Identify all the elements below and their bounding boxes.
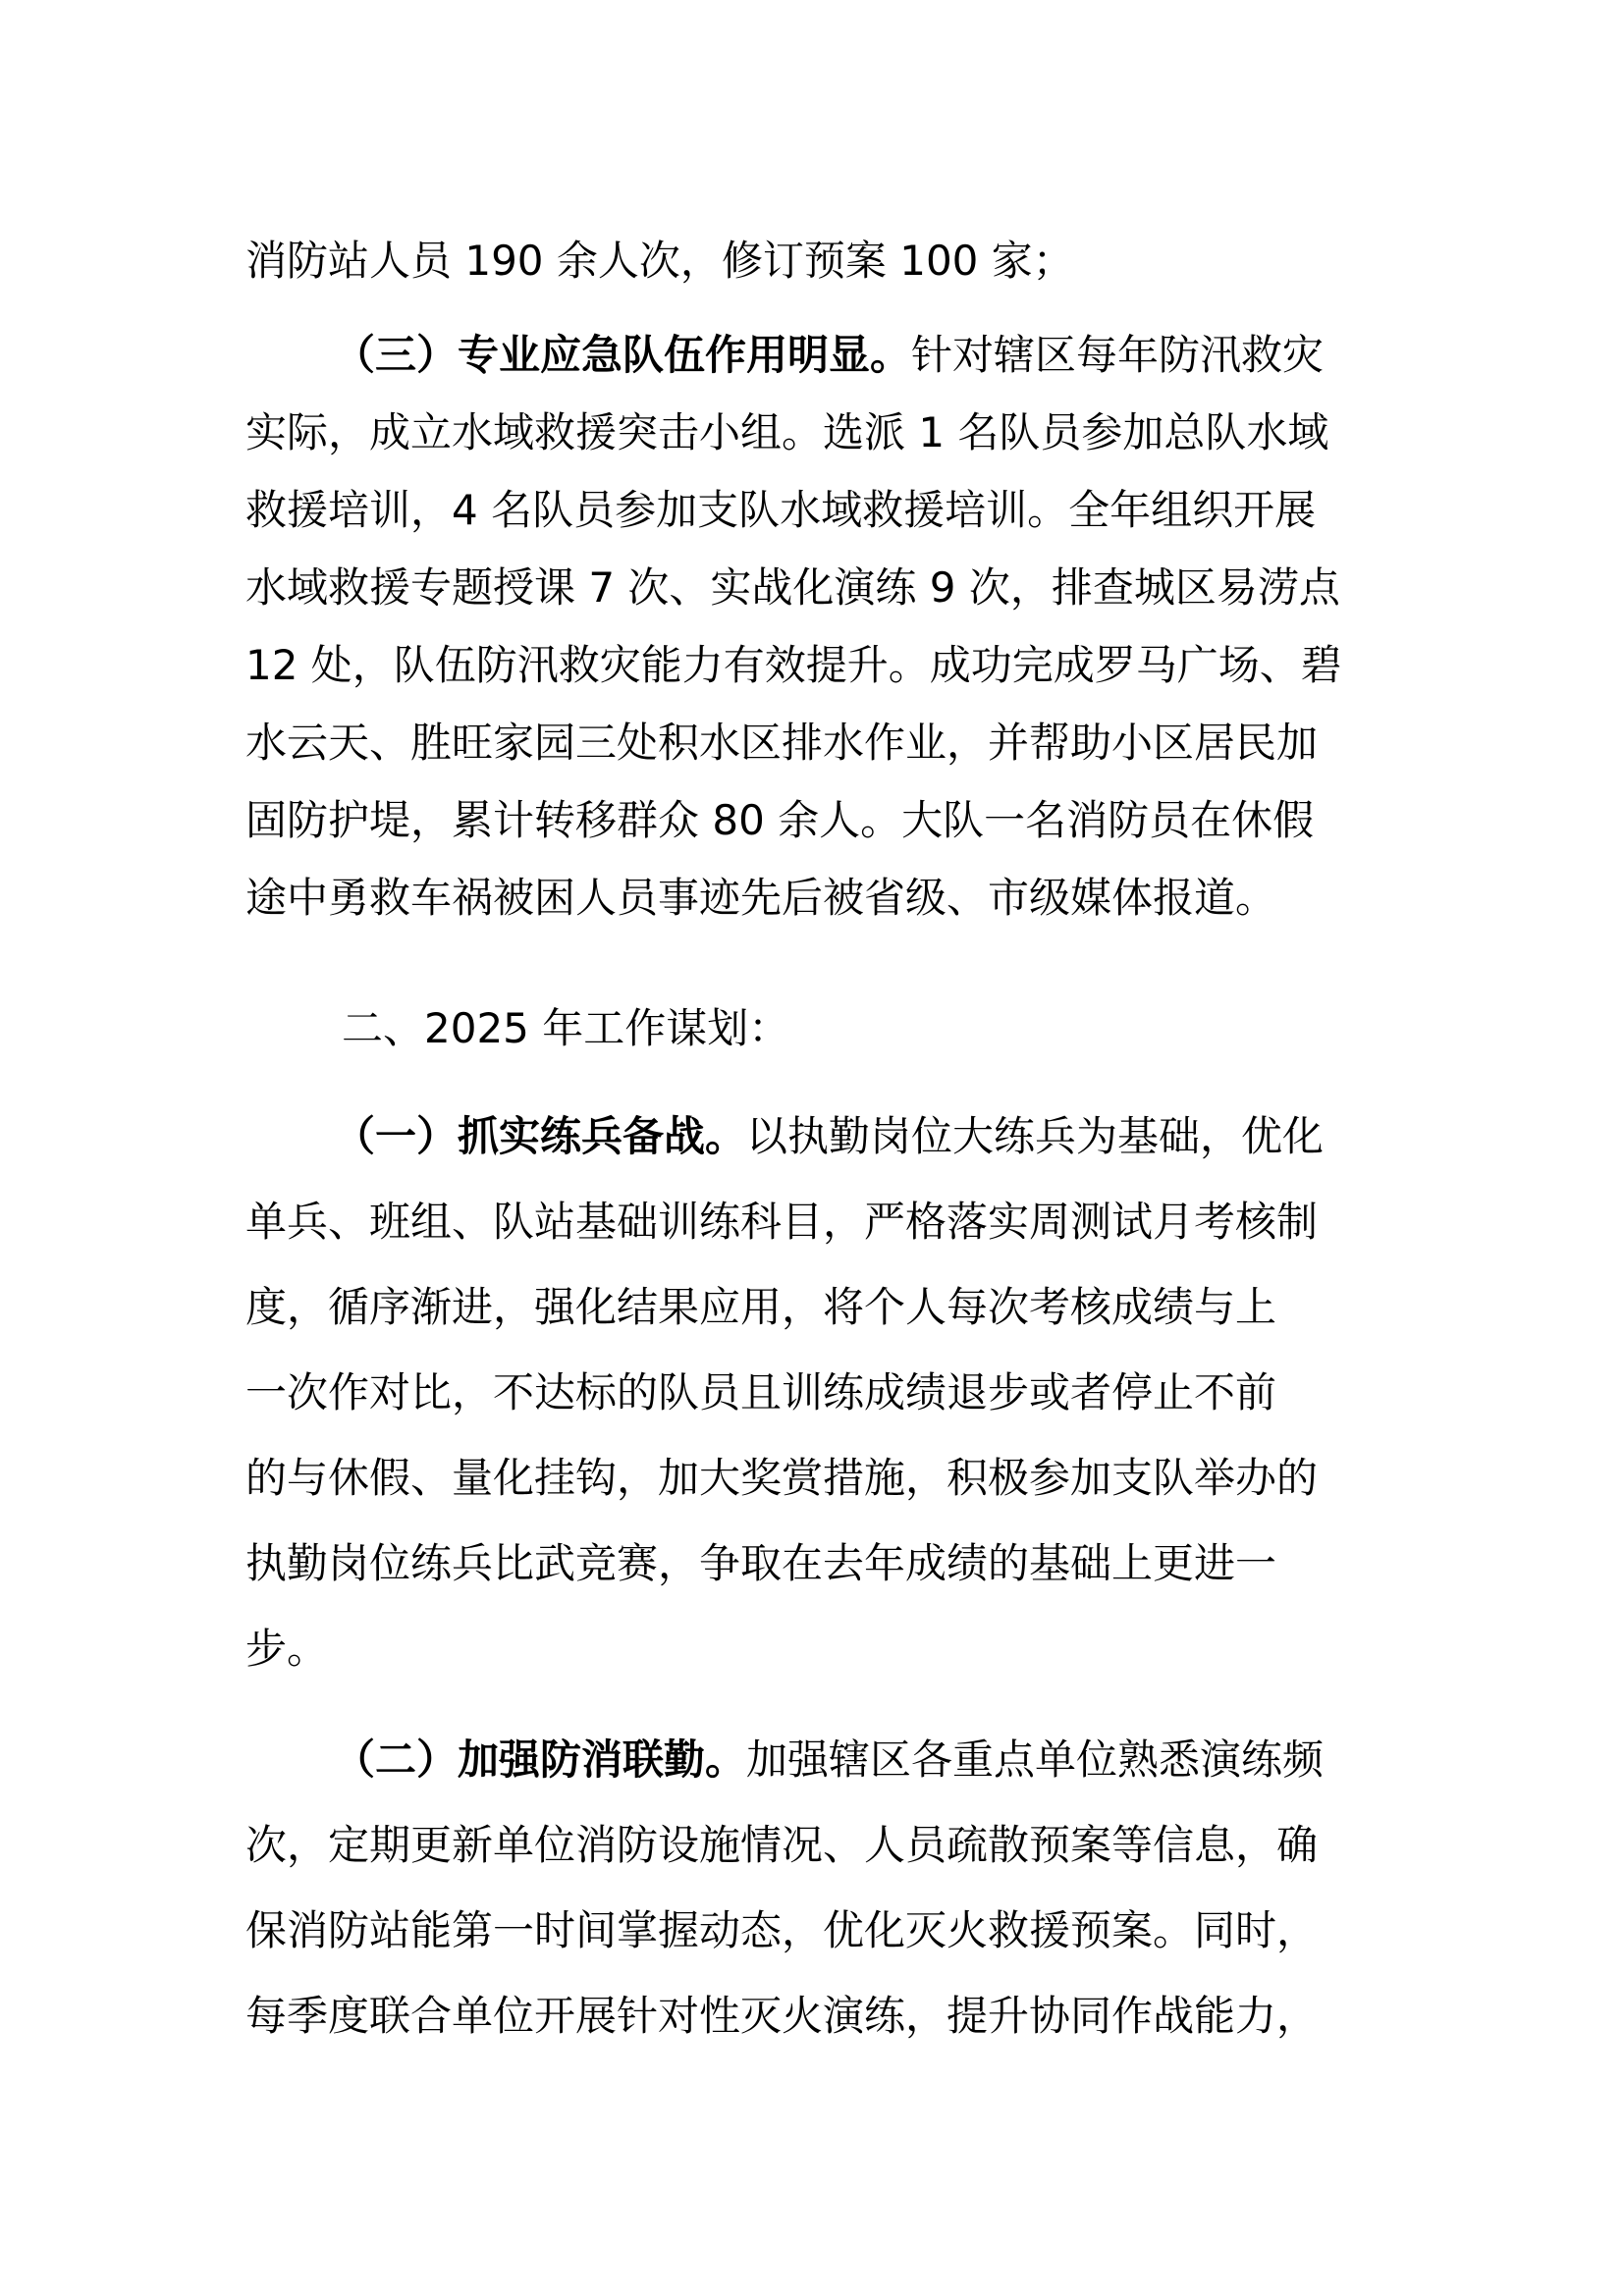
line-text: 12 处，队伍防汛救灾能力有效提升。成功完成罗马广场、碧 [245,641,1342,689]
line-text: 加强辖区各重点单位熟悉演练频 [746,1735,1325,1784]
paragraph-line [245,405,1394,460]
line-text: 的与休假、量化挂钩，加大奖赏措施，积极参加支队举办的 [245,1454,1319,1502]
line-text: 水域救援专题授课 7 次、实战化演练 9 次，排查城区易涝点 [245,563,1340,612]
line-text: 以执勤岗位大练兵为基础，优化 [746,1112,1325,1160]
paragraph-line [245,871,1394,926]
line-text: 次，定期更新单位消防设施情况、人员疏散预案等信息，确 [245,1821,1319,1869]
paragraph-line [245,1365,1394,1420]
line-text: 保消防站能第一时间掌握动态，优化灭火救援预案。同时， [245,1906,1319,1954]
section-heading-3 [334,328,1483,383]
section-heading-2 [342,1001,1490,1056]
line-text: 针对辖区每年防汛救灾 [911,331,1325,379]
paragraph-line [245,561,1394,615]
line-text: 一次作对比，不达标的队员且训练成绩退步或者停止不前 [245,1368,1277,1416]
section-title: （二）加强防消联勤。 [334,1735,747,1784]
paragraph-line [245,1818,1394,1873]
line-text: 执勤岗位练兵比武竞赛，争取在去年成绩的基础上更进一 [245,1539,1277,1587]
line-text: 步。 [245,1625,329,1673]
line-text: 度，循序渐进，强化结果应用，将个人每次考核成绩与上 [245,1283,1277,1331]
line-text: 单兵、班组、队站基础训练科目，严格落实周测试月考核制 [245,1198,1319,1246]
paragraph-line [245,1280,1394,1335]
line-text: 途中勇救车祸被困人员事迹先后被省级、市级媒体报道。 [245,874,1277,922]
section-heading-2b [334,1733,1483,1788]
paragraph-line [245,716,1394,771]
line-text: 水云天、胜旺家园三处积水区排水作业，并帮助小区居民加 [245,719,1319,767]
line-text: 救援培训，4 名队员参加支队水域救援培训。全年组织开展 [245,486,1317,534]
paragraph-line [245,1903,1394,1958]
section-heading-1 [334,1109,1483,1164]
paragraph-line [245,1622,1394,1677]
paragraph-line [245,1989,1394,2044]
paragraph-line [245,1451,1394,1506]
paragraph-line [245,793,1394,848]
line-text: 实际，成立水域救援突击小组。选派 1 名队员参加总队水域 [245,408,1329,456]
line-text: 每季度联合单位开展针对性灭火演练，提升协同作战能力， [245,1992,1319,2040]
line-text: 二、2025 年工作谋划： [342,1004,790,1052]
paragraph-line [245,1536,1394,1591]
section-title: （三）专业应急队伍作用明显。 [334,331,912,379]
line-text: 固防护堤，累计转移群众 80 余人。大队一名消防员在休假 [245,796,1315,844]
paragraph-line [245,234,1394,289]
paragraph-line [245,483,1394,538]
section-title: （一）抓实练兵备战。 [334,1112,747,1160]
line-text: 消防站人员 190 余人次，修订预案 100 家； [245,237,1074,285]
paragraph-line [245,638,1394,693]
paragraph-line [245,1195,1394,1250]
